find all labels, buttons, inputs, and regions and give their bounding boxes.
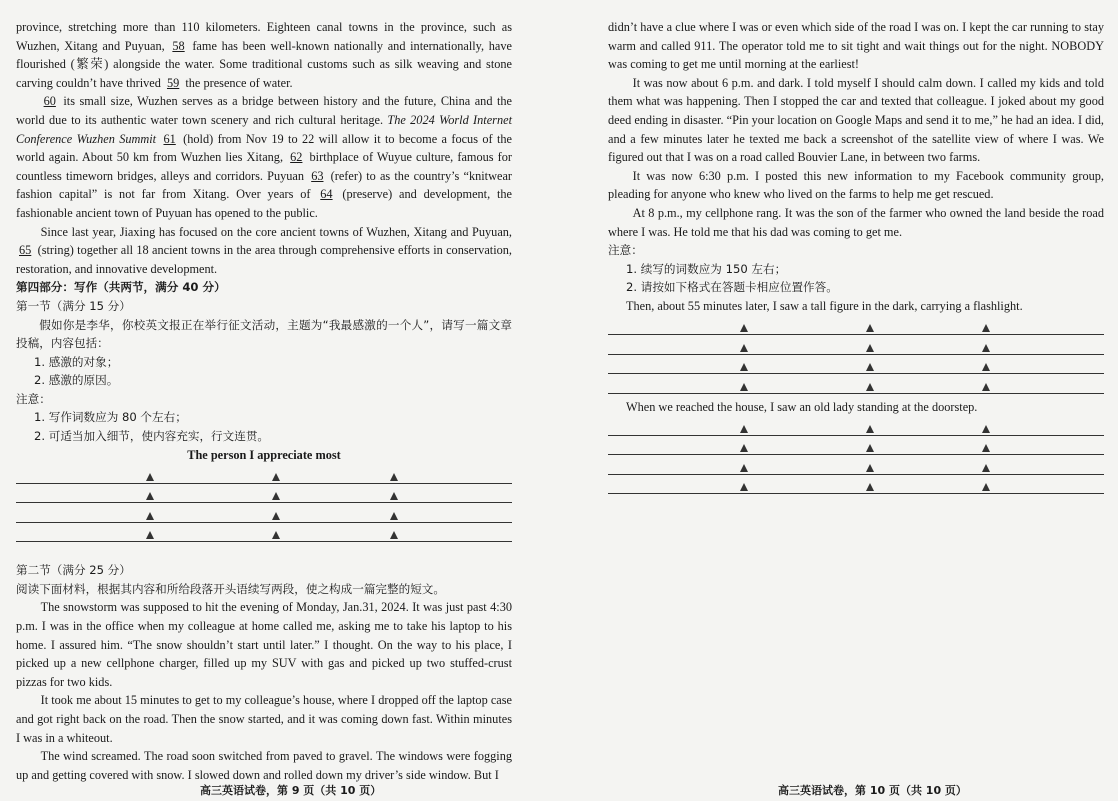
answer-line	[608, 455, 1104, 475]
continuation-note: 2. 请按如下格式在答题卡相应位置作答。	[626, 280, 838, 295]
story-paragraph: The wind screamed. The road soon switched from paved to gravel. The windows were fogging up and getting covered with snow. I slowed down and rolled down my driver’s side window. But I	[16, 749, 512, 782]
triangle-marker-icon	[982, 444, 990, 452]
section2-title: 第二节（满分 25 分）	[16, 563, 131, 578]
answer-lines-section1	[16, 464, 512, 542]
cloze-paragraph-1: province, stretching more than 110 kilometers. Eighteen canal towns in the province, such as Wuzhen, Xitang and Puyuan, 58 fame has been well-known nationally and internationally, have flourished (繁荣) alongside the water. Some traditional customs such as silk weaving and stone carving couldn’t have thrived 59 the presence of water.	[16, 20, 512, 90]
answer-line	[608, 436, 1104, 456]
answer-line	[16, 523, 512, 543]
triangle-marker-icon	[982, 363, 990, 371]
section1-title: 第一节（满分 15 分）	[16, 298, 131, 313]
page-10	[608, 18, 1104, 494]
triangle-marker-icon	[272, 531, 280, 539]
paragraph2-opening: When we reached the house, I saw an old lady standing at the doorstep.	[626, 399, 978, 414]
answer-line	[16, 464, 512, 484]
triangle-marker-icon	[740, 344, 748, 352]
answer-line	[608, 374, 1104, 394]
blank-59: 59	[166, 75, 180, 90]
essay-title: The person I appreciate most	[187, 447, 341, 462]
paragraph1-opening: Then, about 55 minutes later, I saw a tall figure in the dark, carrying a flashlight.	[626, 298, 1023, 313]
page-footer: 高三英语试卷，第 9 页（共 10 页）	[200, 784, 382, 797]
cloze-paragraph-2: 60 its small size, Wuzhen serves as a bridge between history and the future, China and the world due to its authentic water town scenery and rich cultural heritage. The 2024 World Internet Conference Wuzhen Summit 61 (hold) from Nov 19 to 22 will allow it to become a focus of the world again. About 50 km from Wuzhen lies Xitang, 62 birthplace of Wuyue culture, famous for countless timeworn bridges, alleys and corridors. Puyuan 63 (refer) to as the country’s “knitwear fashion capital” is not far from Xitang. Over years of 64 (preserve) and development, the fashionable ancient town of Puyuan has opened to the public.	[16, 94, 513, 220]
continuation-note: 1. 续写的词数应为 150 左右；	[626, 261, 787, 276]
triangle-marker-icon	[146, 512, 154, 520]
answer-lines-para1	[608, 316, 1104, 394]
triangle-marker-icon	[390, 492, 398, 500]
answer-lines-para2	[608, 416, 1104, 494]
blank-63: 63	[311, 168, 324, 183]
page-9	[16, 18, 512, 784]
answer-line	[608, 335, 1104, 355]
answer-line	[608, 416, 1104, 436]
triangle-marker-icon	[866, 363, 874, 371]
answer-line	[16, 484, 512, 504]
triangle-marker-icon	[390, 531, 398, 539]
section1-note: 2. 可适当加入细节，使内容充实，行文连贯。	[34, 429, 270, 444]
triangle-marker-icon	[740, 483, 748, 491]
triangle-marker-icon	[740, 383, 748, 391]
section1-prompt: 假如你是李华，你校英文报正在举行征文活动，主题为“我最感激的一个人”，请写一篇文章投稿，内容包括：	[16, 317, 512, 351]
triangle-marker-icon	[272, 492, 280, 500]
triangle-marker-icon	[146, 473, 154, 481]
triangle-marker-icon	[866, 483, 874, 491]
triangle-marker-icon	[272, 512, 280, 520]
triangle-marker-icon	[982, 383, 990, 391]
story-paragraph: didn’t have a clue where I was or even which side of the road I was on. I kept the car running to stay warm and called 911. The operator told me to sit tight and wait things out for the night. NOBODY was coming to get me until morning at the earliest!	[608, 20, 1104, 72]
answer-line	[608, 316, 1104, 336]
triangle-marker-icon	[982, 464, 990, 472]
triangle-marker-icon	[740, 464, 748, 472]
triangle-marker-icon	[982, 324, 990, 332]
triangle-marker-icon	[146, 531, 154, 539]
triangle-marker-icon	[390, 512, 398, 520]
part4-title: 第四部分：写作（共两节，满分 40 分）	[16, 280, 226, 295]
triangle-marker-icon	[272, 473, 280, 481]
story-paragraph: At 8 p.m., my cellphone rang. It was the son of the farmer who owned the land beside the road where I was. He told me that his dad was coming to get me.	[608, 205, 1104, 239]
section1-item: 2. 感激的原因。	[34, 373, 119, 388]
note-label: 注意：	[16, 391, 51, 406]
triangle-marker-icon	[866, 324, 874, 332]
triangle-marker-icon	[866, 425, 874, 433]
triangle-marker-icon	[390, 473, 398, 481]
story-paragraph: The snowstorm was supposed to hit the evening of Monday, Jan.31, 2024. It was just past 4:30 p.m. I was in the office when my colleague at home called me, asking me to take his laptop to his home. I assured him. “The snow shouldn’t start until later.” I thought. On the way to his place, I picked up a new cellphone charger, filled up my SUV with gas and picked up two stuffed-crust pizzas for two kids.	[16, 600, 512, 689]
triangle-marker-icon	[982, 425, 990, 433]
triangle-marker-icon	[982, 344, 990, 352]
section1-note: 1. 写作词数应为 80 个左右；	[34, 410, 187, 425]
triangle-marker-icon	[866, 444, 874, 452]
story-paragraph: It took me about 15 minutes to get to my colleague’s house, where I dropped off the laptop case and got right back on the road. Then the snow started, and it was coming down fast. Within minutes I was in a whiteout.	[16, 693, 512, 745]
blank-64: 64	[320, 187, 333, 202]
triangle-marker-icon	[740, 324, 748, 332]
page-footer: 高三英语试卷，第 10 页（共 10 页）	[778, 784, 967, 797]
blank-61: 61	[163, 131, 176, 146]
answer-line	[608, 475, 1104, 495]
triangle-marker-icon	[982, 483, 990, 491]
triangle-marker-icon	[866, 464, 874, 472]
cloze-paragraph-3: Since last year, Jiaxing has focused on the core ancient towns of Wuzhen, Xitang and Puyuan, 65 (string) together all 18 ancient towns in the area through comprehensive efforts in conservation, restoration, and innovative development.	[16, 224, 512, 276]
answer-line	[16, 503, 512, 523]
blank-62: 62	[290, 150, 303, 165]
triangle-marker-icon	[740, 444, 748, 452]
section2-prompt: 阅读下面材料，根据其内容和所给段落开头语续写两段，使之构成一篇完整的短文。	[16, 581, 445, 596]
answer-line	[608, 355, 1104, 375]
section1-item: 1. 感激的对象；	[34, 354, 119, 369]
triangle-marker-icon	[866, 383, 874, 391]
triangle-marker-icon	[740, 425, 748, 433]
blank-58: 58	[172, 38, 185, 53]
story-paragraph: It was now about 6 p.m. and dark. I told myself I should calm down. I called my kids and told them what was happening. Then I stopped the car and texted that colleague. I joked about my good deed ending in disaster. “Pin your location on Google Maps and send it to me,” he had an idea. I did, and a few minutes later he texted me back a screenshot of the satellite view of where I was. We figured out that I was on a road called Bouvier Lane, in between two farms.	[608, 75, 1104, 165]
note-label: 注意：	[608, 243, 643, 258]
blank-60: 60	[43, 94, 56, 109]
triangle-marker-icon	[740, 363, 748, 371]
blank-65: 65	[19, 243, 32, 258]
story-paragraph: It was now 6:30 p.m. I posted this new information to my Facebook community group, pleading for anyone who knew who lived on the farms to help me get rescued.	[608, 168, 1104, 202]
triangle-marker-icon	[866, 344, 874, 352]
triangle-marker-icon	[146, 492, 154, 500]
